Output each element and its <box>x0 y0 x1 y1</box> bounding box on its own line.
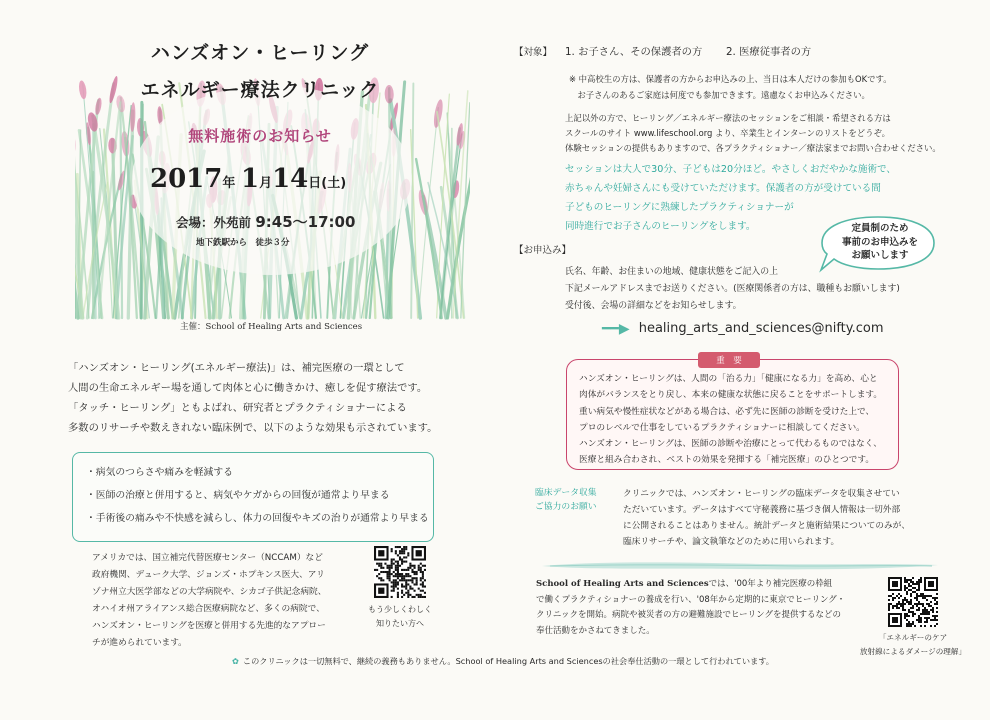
intro-line: 多数のリサーチや数えきれない臨床例で、以下のような効果も示されています。 <box>68 422 438 434</box>
qr1-caption-line: 知りたい方へ <box>376 619 424 628</box>
bubble-line: 事前のお申込みを <box>841 236 918 248</box>
school-line1-rest: では、'00年より補完医療の枠組 <box>708 579 833 589</box>
intro-line: 人間の生命エネルギー場を通して肉体と心に働きかけ、癒しを促す療法です。 <box>68 382 428 394</box>
important-line: 肉体がバランスをとり戻し、本来の健康な状態に戻ることをサポートします。 <box>579 390 883 401</box>
apply-line: 受付後、会場の詳細などをお知らせします。 <box>565 301 742 311</box>
school-line <box>536 577 845 593</box>
target-label: 【対象】 <box>514 47 553 58</box>
america-line: ハンズオン・ヒーリングを医療と併用する先進的なアプロー <box>92 621 326 631</box>
session-line: 子どものヒーリングに熟練したプラクティショナーが <box>565 202 794 213</box>
america-line: アメリカでは、国立補完代替医療センター（NCCAM）など <box>92 553 323 563</box>
target-item-1: 1. お子さん、その保護者の方 <box>565 46 703 58</box>
important-line: プロのレベルで仕事をしているプラクティショナーに相談してください。 <box>579 422 865 433</box>
intro-line: 「ハンズオン・ヒーリング(エネルギー療法)」は、補完医療の一環として <box>68 362 405 374</box>
america-paragraph <box>92 550 372 652</box>
school-paragraph <box>536 577 845 639</box>
session-line: 赤ちゃんや妊婦さんにも受けていただけます。保護者の方が受けている間 <box>565 183 881 194</box>
target-note <box>569 71 892 103</box>
session-line: 同時進行でお子さんのヒーリングをします。 <box>565 221 756 232</box>
arrow-right-icon: ━━▶ <box>602 320 630 337</box>
bubble-line: お願いします <box>851 250 909 261</box>
america-line: オハイオ州アライアンス総合医療病院など、多くの病院で、 <box>92 604 325 614</box>
brush-stroke-divider <box>540 558 940 572</box>
school-line: クリニックを開始。病院や被災者の方の避難施設でヒーリングを提供するなどの <box>536 610 841 620</box>
intro-line: 「タッチ・ヒーリング」ともよばれ、研究者とプラクティショナーによる <box>68 402 407 414</box>
important-title: 重 要 <box>698 352 760 368</box>
important-box <box>566 359 899 470</box>
date-month-unit: 月 <box>259 176 273 191</box>
data-line: クリニックでは、ハンズオン・ヒーリングの臨床データを収集させてい <box>623 489 900 499</box>
other-info <box>565 111 941 156</box>
data-line: ただいています。データはすべて守秘義務に基づき個人情報は一切外部 <box>623 505 901 515</box>
date-weekday: (土) <box>321 176 347 191</box>
footer-text: このクリニックは一切無料で、継続の義務もありません。School of Healing Arts and Sciencesの社会奉仕活動の一環として行われています。 <box>242 656 774 666</box>
qr2-caption-line: 「エネルギーのケア <box>878 633 948 642</box>
bubble-line: 定員制のため <box>851 223 909 234</box>
effect-item: ・手術後の痛みや不快感を減らし、体力の回復やキズの治りが通常より早まる <box>86 513 429 524</box>
data-label-line: ご協力のお願い <box>535 502 597 512</box>
notice-heading: 無料施術のお知らせ <box>188 127 332 145</box>
qr2-caption <box>858 631 968 659</box>
data-label <box>535 486 615 514</box>
access-info: 地下鉄駅から 徒歩３分 <box>196 238 290 248</box>
email-address[interactable]: healing_arts_and_sciences@nifty.com <box>638 321 884 336</box>
qr2-caption-line: 放射線によるダメージの理解」 <box>859 647 967 656</box>
email-row <box>602 318 884 337</box>
data-line: 臨床リサーチや、論文執筆などのために用いられます。 <box>623 537 840 547</box>
qr1-caption <box>356 603 444 631</box>
event-date <box>150 164 346 194</box>
date-year: 2017 <box>150 164 223 194</box>
effect-item: ・医師の治療と併用すると、病気やケガからの回復が通常より早まる <box>86 490 390 501</box>
note-line: ※ 中高校生の方は、保護者の方からお申込みの上、当日は本人だけの参加もOKです。 <box>569 74 892 84</box>
effect-item: ・病気のつらさや痛みを軽減する <box>86 467 233 478</box>
school-line: で働くプラクティショナーの養成を行い、'08年から定期的に東京でヒーリング・ <box>536 594 846 605</box>
title-line2: エネルギー療法クリニック <box>140 79 380 101</box>
america-line: ゾナ州立大医学部などの大学病院や、シカゴ子供記念病院、 <box>92 587 327 597</box>
bubble-text <box>826 222 934 263</box>
intro-paragraph <box>68 358 468 438</box>
target-item-2: 2. 医療従事者の方 <box>726 46 812 58</box>
date-month: 1 <box>240 164 260 194</box>
school-name: School of Healing Arts and Sciences <box>536 579 709 589</box>
data-line: に公開されることはありません。統計データと施術結果についてのみが、 <box>623 521 911 531</box>
qr-code-energy-care[interactable] <box>888 577 938 627</box>
apply-line: 下記メールアドレスまでお送りください。(医療関係者の方は、職種もお願いします) <box>565 284 900 294</box>
date-day-unit: 日 <box>308 176 322 191</box>
organizer: 主催：School of Healing Arts and Sciences <box>180 322 363 332</box>
school-line: 奉仕活動をかさねてきました。 <box>536 625 655 636</box>
qr1-caption-line: もう少しくわしく <box>368 605 432 614</box>
venue-line <box>176 211 355 232</box>
effects-box <box>72 452 434 542</box>
important-line: ハンズオン・ヒーリングは、医師の診断や治療にとって代わるものではなく、 <box>579 439 882 450</box>
america-line: チが進められています。 <box>92 638 187 648</box>
other-line: 上記以外の方で、ヒーリング／エネルギー療法のセッションをご相談・希望される方は <box>565 113 891 123</box>
venue-label: 会場：外苑前 <box>176 215 252 230</box>
date-day: 14 <box>272 164 309 194</box>
flower-icon: ✿ <box>232 656 239 666</box>
other-line: スクールのサイト www.lifeschool.org より、卒業生とインターンのリストをどうぞ。 <box>565 128 891 138</box>
important-line: 重い病気や慢性症状などがある場合は、必ず先に医師の診断を受けた上で、 <box>579 406 875 417</box>
other-line: 体験セッションの提供もありますので、各プラクティショナー／療法家までお問い合わせください。 <box>565 143 941 153</box>
important-line: 医療と組み合わされ、ベストの効果を発揮する「補完医療」のひとつです。 <box>579 455 875 466</box>
session-line: セッションは大人で30分、子どもは20分ほど。やさしくおだやかな施術で、 <box>565 164 897 175</box>
date-year-unit: 年 <box>222 176 236 191</box>
qr-code-more-info[interactable] <box>374 546 426 598</box>
america-line: 政府機関、デューク大学、ジョンズ・ホプキンス医大、アリ <box>92 570 325 580</box>
data-paragraph <box>623 486 910 550</box>
important-line: ハンズオン・ヒーリングは、人間の「治る力」「健康になる力」を高め、心と <box>579 374 878 384</box>
note-line: お子さんのあるご家庭は何度でも参加できます。遠慮なくお申込みください。 <box>569 90 870 100</box>
data-label-line: 臨床データ収集 <box>535 488 597 498</box>
footer-note <box>232 656 774 667</box>
apply-info <box>565 264 900 315</box>
apply-line: 氏名、年齢、お住まいの地域、健康状態をご記入の上 <box>565 267 778 277</box>
title-line1: ハンズオン・ヒーリング <box>150 42 370 64</box>
apply-label: 【お申込み】 <box>514 245 572 256</box>
event-time: 9:45～17:00 <box>255 213 356 231</box>
